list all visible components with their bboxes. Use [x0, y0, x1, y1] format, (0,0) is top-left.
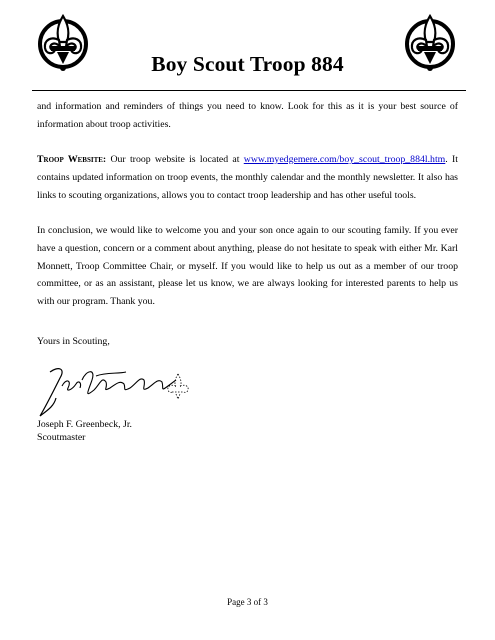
page-title: Boy Scout Troop 884	[151, 52, 344, 76]
scout-stamp-icon	[162, 372, 194, 402]
signer-role: Scoutmaster	[37, 431, 86, 443]
website-label: Troop Website:	[37, 154, 107, 166]
paragraph-website	[37, 151, 458, 204]
header-divider	[32, 90, 466, 91]
paragraph-intro: and information and reminders of things you need to know. Look for this as it is your best source of information about troop activities.	[37, 101, 458, 130]
website-intro: Our troop website is located at	[106, 154, 244, 166]
website-link[interactable]: www.myedgemere.com/boy_scout_troop_884l.htm	[243, 154, 446, 166]
letter-body	[37, 98, 458, 328]
signer-block	[37, 419, 132, 444]
paragraph-conclusion: In conclusion, we would like to welcome you and your son once again to our scouting family. If you ever have a question, concern or a comment about anything, please do not hesitate to speak with either Mr. Karl Monnett, Troop Committee Chair, or myself. If you would like to help us out as a member of our troop committee, or as an assistant, please let us know, we are always looking for interested parents to help us with our program. Thank you.	[37, 224, 458, 308]
signer-name: Joseph F. Greenbeck, Jr.	[37, 419, 132, 430]
closing-line: Yours in Scouting,	[37, 336, 110, 347]
website-description: . It contains updated information on troop events, the monthly calendar and the monthly newsletter. It also has links to scouting organizations, allows you to contact troop leadership and has other useful tools.	[37, 154, 458, 201]
page-number: Page 3 of 3	[227, 597, 268, 607]
